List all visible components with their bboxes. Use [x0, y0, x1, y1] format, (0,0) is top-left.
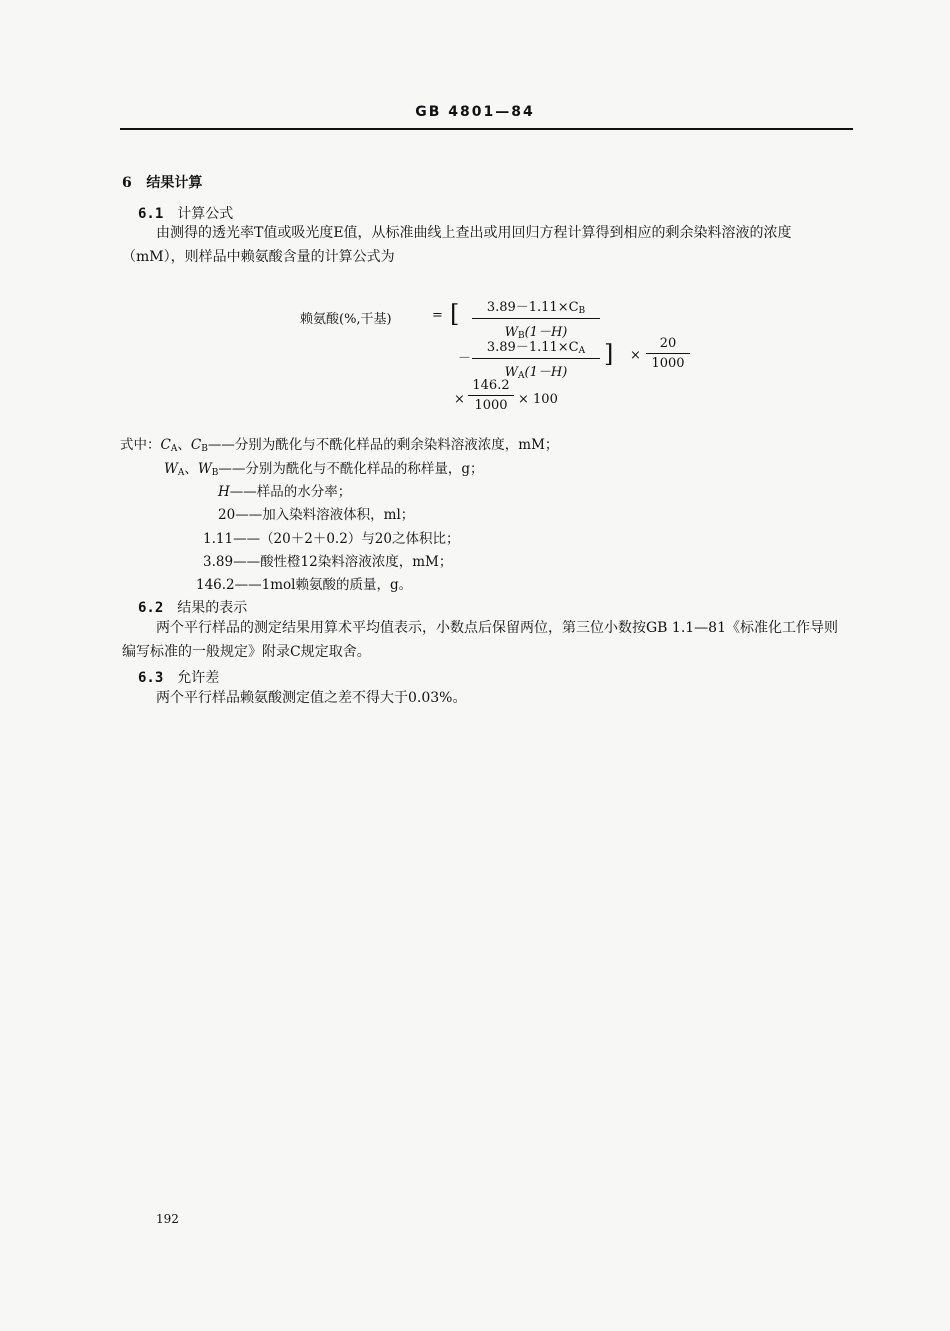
formula-times-2: ×: [454, 392, 465, 407]
section-number: 6: [122, 175, 132, 191]
subsection-6-3-title: [138, 667, 219, 687]
subsection-6-1-paragraph: 由测得的透光率T值或吸光度E值，从标准曲线上查出或用回归方程计算得到相应的剩余染料溶液的浓度（mM），则样品中赖氨酸含量的计算公式为: [122, 225, 792, 265]
subsection-title-text: 允许差: [177, 670, 220, 686]
subsection-number: 6.2: [138, 600, 164, 616]
formula-minus: －: [458, 351, 472, 366]
fraction-volume: 20 1000: [646, 336, 690, 371]
section-6-title: [122, 172, 202, 192]
lysine-formula: [300, 296, 720, 422]
formula-right-bracket: ]: [604, 340, 614, 368]
formula-times-100: × 100: [518, 392, 558, 407]
formula-left-bracket: [: [450, 300, 460, 328]
where-row-1: 式中：$C_A$、$C_B——$分别为酰化与不酰化样品的剩余染料溶液浓度，mM；: [120, 437, 559, 454]
header-rule: [120, 128, 853, 130]
subsection-6-3-paragraph: 两个平行样品赖氨酸测定值之差不得大于0.03%。: [156, 690, 467, 706]
page-header: GB 4801—84: [415, 104, 535, 120]
subsection-number: 6.3: [138, 670, 164, 686]
subsection-title-text: 结果的表示: [177, 600, 248, 616]
subsection-6-2-paragraph: 两个平行样品的测定结果用算术平均值表示，小数点后保留两位，第三位小数按GB 1.1—81《标准化工作导则 编写标准的一般规定》附录C规定取舍。: [122, 620, 852, 660]
fraction-b: $3.89-1.11\times C_B$ $W_B(1-H)$: [472, 296, 600, 341]
where-row-4: 20——加入染料溶液体积，ml；: [218, 507, 415, 523]
where-row-6: 3.89——酸性橙12染料溶液浓度，mM；: [203, 554, 453, 570]
subsection-6-2-title: [138, 597, 247, 617]
where-row-7: 146.2——1mol赖氨酸的质量，g。: [196, 577, 413, 593]
subsection-title-text: 计算公式: [177, 206, 234, 222]
where-row-2: $W_A$、$W_B——$分别为酰化与不酰化样品的称样量，g；: [164, 461, 484, 478]
fraction-mass: 146.2 1000: [468, 378, 514, 413]
section-title-text: 结果计算: [146, 175, 203, 191]
where-row-5: 1.11——（20＋2＋0.2）与20之体积比；: [203, 531, 460, 547]
fraction-a: $3.89-1.11\times C_A$ $W_A(1-H)$: [472, 336, 600, 381]
page-number: 192: [156, 1212, 179, 1226]
subsection-number: 6.1: [138, 206, 164, 222]
formula-equals: =: [432, 308, 443, 323]
subsection-6-1-title: [138, 203, 233, 223]
formula-times-1: ×: [630, 348, 641, 363]
formula-lhs: 赖氨酸(%,干基): [300, 312, 392, 327]
where-row-3: H——样品的水分率；: [218, 484, 352, 500]
